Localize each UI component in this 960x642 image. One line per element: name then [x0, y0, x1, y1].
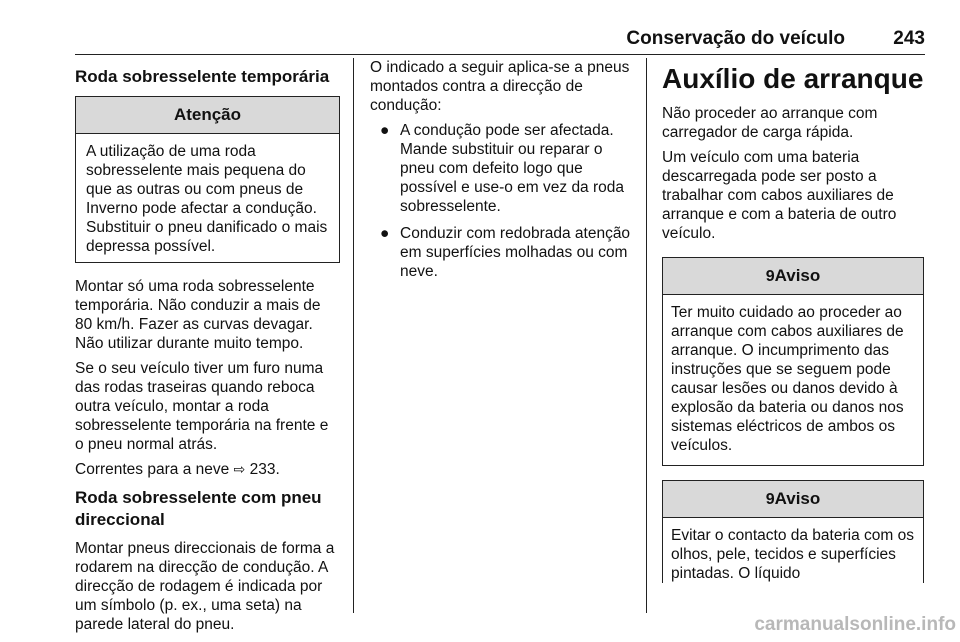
- warning-text: Evitar o contacto da bateria com os olhos, pele, tecidos e superfícies pintadas. O líquido: [671, 527, 914, 582]
- intro-paragraph: O indicado a seguir aplica-se a pneus montados contra a direcção de condução:: [370, 59, 630, 114]
- warning-text: Ter muito cuidado ao proceder ao arranque com cabos auxiliares de arranque. O incumprimento das instruções que se seguem pode causar lesões ou danos devido à explosão da bateria ou danos nos sistemas eléctricos de ambos os veículos.: [671, 304, 904, 454]
- column-left: [75, 58, 340, 640]
- running-title: Conservação do veículo: [626, 28, 845, 49]
- section-title: Roda sobresselente com pneu direccional: [75, 488, 322, 529]
- warning-heading-row: [663, 258, 923, 295]
- warning-box: [662, 257, 924, 466]
- paragraph: Se o seu veículo tiver um furo numa das rodas traseiras quando reboca outra veículo, montar a roda sobresselente temporária na frente e o pneu normal atrás.: [75, 360, 329, 453]
- paragraph: Um veículo com uma bateria descarregada pode ser posto a trabalhar com cabos auxiliares de arranque e com a bateria de outro veículo.: [662, 149, 897, 242]
- warning-heading-row: [663, 481, 923, 518]
- list-item: [370, 121, 635, 216]
- column-divider: [646, 58, 647, 613]
- warning-heading: Aviso: [774, 489, 821, 508]
- list-item: [370, 224, 635, 281]
- page-header: [75, 24, 925, 50]
- warning-icon: 9: [765, 268, 775, 285]
- paragraph: Não proceder ao arranque com carregador de carga rápida.: [662, 105, 878, 141]
- bullet-list: [370, 121, 635, 281]
- watermark: carmanualsonline.info: [754, 614, 956, 635]
- column-middle: [370, 58, 635, 289]
- paragraph: Montar só uma roda sobresselente temporária. Não conduzir a mais de 80 km/h. Fazer as curvas devagar. Não utilizar durante muito tempo.: [75, 278, 321, 352]
- list-item-text: Conduzir com redobrada atenção em superfícies molhadas ou com neve.: [400, 225, 631, 280]
- column-divider: [353, 58, 354, 613]
- notice-text: A utilização de uma roda sobresselente mais pequena do que as outras ou com pneus de Inverno pode afectar a condução. Substituir o pneu danificado o mais depressa possível.: [86, 143, 328, 255]
- notice-box: [75, 96, 340, 263]
- arrow-icon: ⇨: [233, 461, 246, 477]
- bullet-icon: ●: [380, 225, 390, 242]
- list-item-text: A condução pode ser afectada. Mande substituir ou reparar o pneu com defeito logo que possível e use-o em vez da roda sobresselente.: [400, 122, 625, 215]
- xref-page-link[interactable]: 233.: [249, 461, 280, 478]
- section-title: Roda sobresselente temporária: [75, 67, 330, 86]
- cross-reference: [75, 460, 340, 479]
- notice-heading: Atenção: [76, 97, 339, 134]
- section-heading: Auxílio de arranque: [662, 63, 924, 94]
- header-rule: [75, 54, 925, 55]
- xref-text: Correntes para a neve: [75, 461, 230, 478]
- column-right: [662, 58, 924, 583]
- warning-heading: Aviso: [774, 266, 821, 285]
- bullet-icon: ●: [380, 122, 390, 139]
- warning-box: [662, 480, 924, 583]
- page-number: 243: [893, 28, 925, 49]
- paragraph: Montar pneus direccionais de forma a rodarem na direcção de condução. A direcção de rodagem é indicada por um símbolo (p. ex., uma seta) na parede lateral do pneu.: [75, 540, 335, 633]
- warning-icon: 9: [765, 491, 775, 508]
